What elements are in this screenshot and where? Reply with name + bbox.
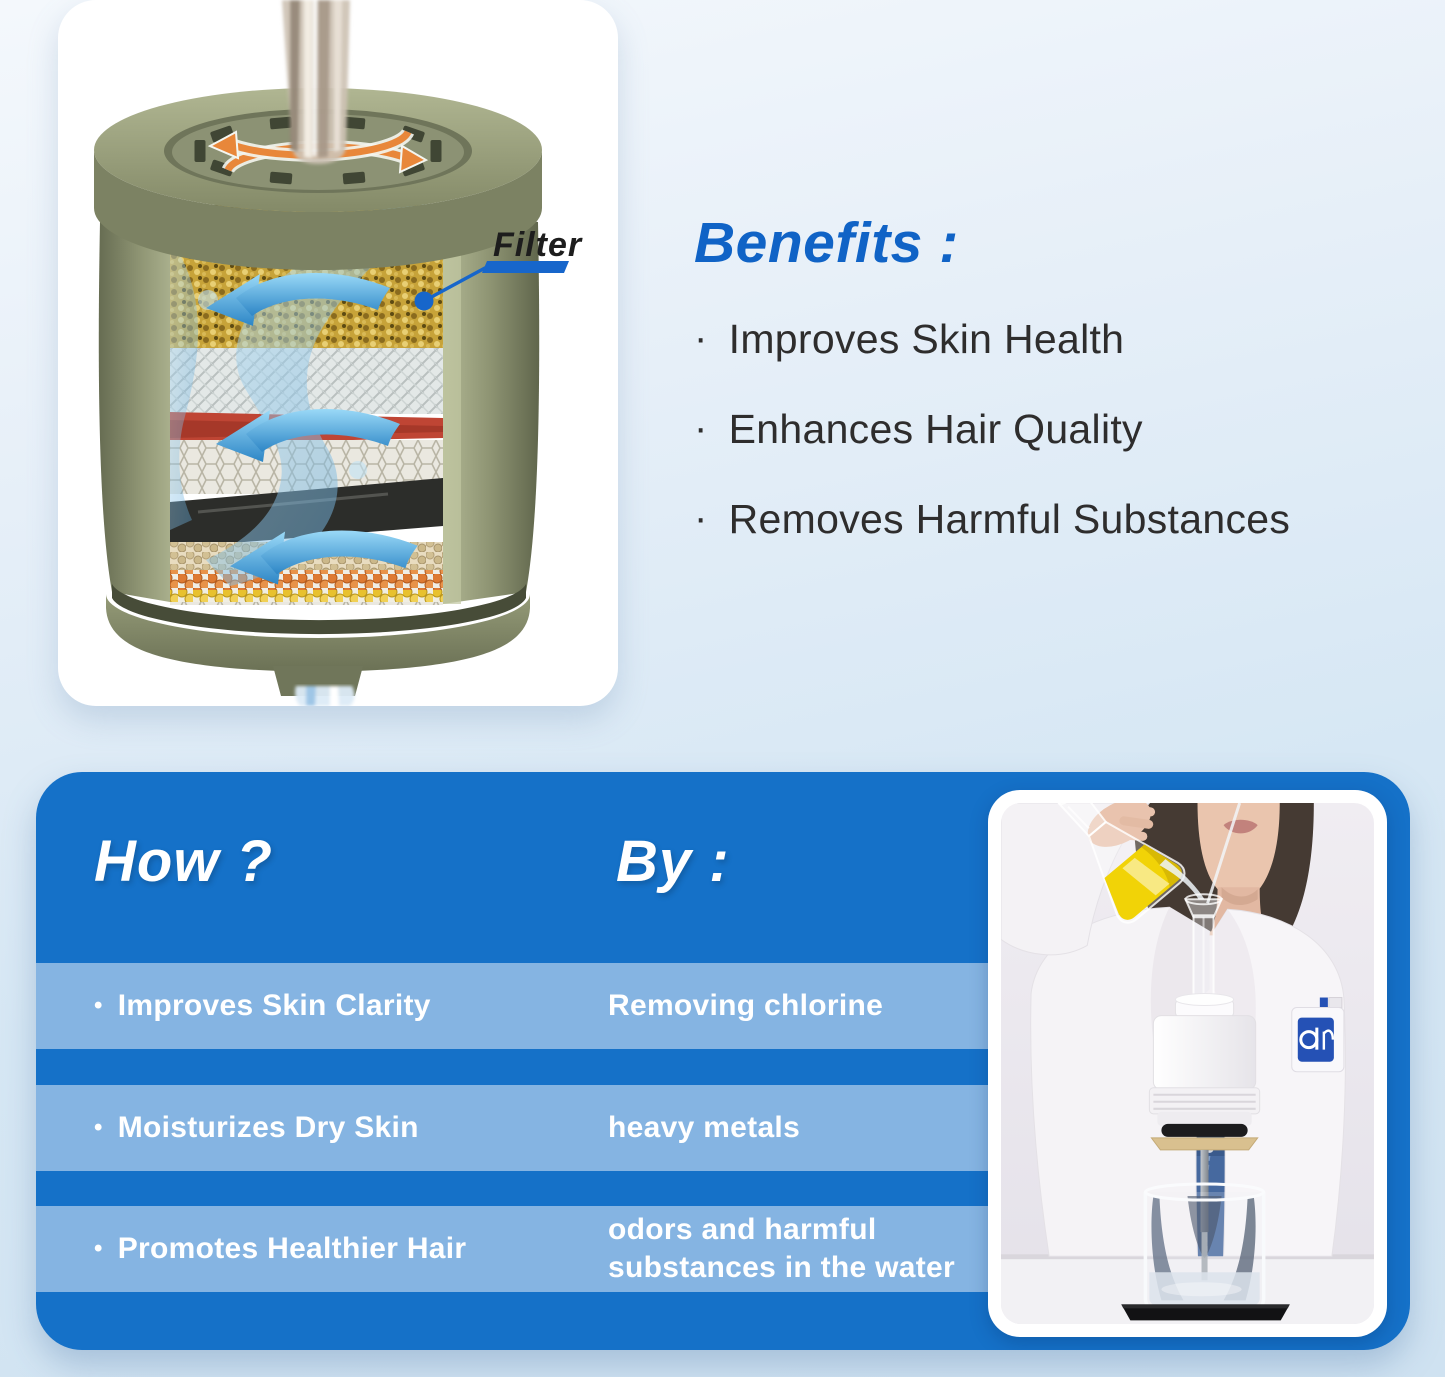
benefit-label: Enhances Hair Quality bbox=[728, 406, 1143, 452]
benefit-label: Removes Harmful Substances bbox=[728, 496, 1291, 542]
device-black-ring bbox=[1161, 1124, 1247, 1137]
row-how-label: Improves Skin Clarity bbox=[117, 989, 431, 1022]
benefit-label: Improves Skin Health bbox=[728, 316, 1125, 362]
bullet-dot-icon: • bbox=[94, 992, 103, 1019]
benefit-item bbox=[694, 316, 1414, 363]
coat-pocket bbox=[1292, 998, 1344, 1072]
how-by-panel bbox=[36, 772, 1410, 1350]
how-heading: How ? bbox=[94, 829, 273, 894]
bullet-dot-icon: • bbox=[94, 1114, 103, 1141]
callout-dot bbox=[415, 292, 434, 311]
row-how-label: Promotes Healthier Hair bbox=[117, 1232, 467, 1265]
water-stream-in bbox=[282, 0, 350, 164]
water-stream-out bbox=[295, 686, 354, 706]
row-by-label: odors and harmful substances in the water bbox=[608, 1212, 956, 1284]
filter-cutaway-card bbox=[58, 0, 618, 706]
filter-cutaway-illustration bbox=[58, 0, 618, 706]
filter-label: Filter bbox=[493, 226, 583, 264]
bullet-dot-icon: • bbox=[94, 1235, 103, 1262]
benefit-row bbox=[36, 1085, 988, 1171]
lab-test-photo bbox=[1001, 803, 1374, 1324]
bullet-dot-icon: · bbox=[694, 495, 708, 540]
benefit-item bbox=[694, 406, 1414, 453]
filter-device bbox=[1149, 994, 1259, 1150]
benefits-section bbox=[694, 210, 1414, 586]
benefit-item bbox=[694, 496, 1414, 543]
benefit-row bbox=[36, 963, 988, 1049]
row-by-label: heavy metals bbox=[608, 1110, 801, 1144]
row-how-label: Moisturizes Dry Skin bbox=[117, 1111, 419, 1144]
beaker bbox=[1145, 1184, 1263, 1310]
benefit-row bbox=[36, 1206, 988, 1292]
lab-photo-card bbox=[988, 790, 1387, 1337]
bullet-dot-icon: · bbox=[694, 315, 708, 360]
row-by-label: Removing chlorine bbox=[608, 988, 884, 1022]
benefits-heading: Benefits : bbox=[694, 211, 959, 275]
bullet-dot-icon: · bbox=[694, 405, 708, 450]
by-heading: By : bbox=[616, 829, 730, 894]
cartridge-left-wall bbox=[99, 212, 170, 602]
